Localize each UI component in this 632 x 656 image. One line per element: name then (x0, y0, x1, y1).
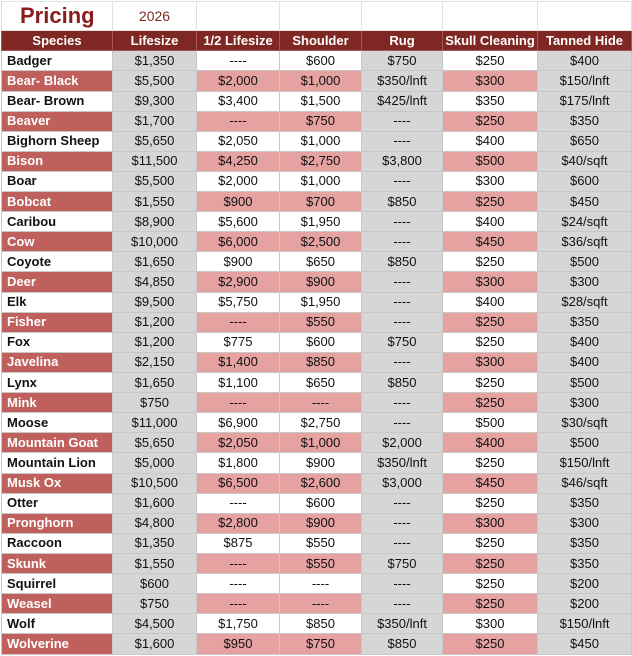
skull-cleaning-cell: $250 (443, 393, 538, 413)
table-row (2, 292, 632, 312)
rug-cell: ---- (362, 312, 443, 332)
half-lifesize-cell: $2,900 (197, 272, 280, 292)
lifesize-cell: $5,650 (113, 433, 197, 453)
rug-cell: ---- (362, 272, 443, 292)
title-row (2, 2, 632, 31)
lifesize-cell: $11,000 (113, 413, 197, 433)
lifesize-cell: $1,350 (113, 51, 197, 71)
table-row (2, 433, 632, 453)
rug-cell: $3,000 (362, 473, 443, 493)
tanned-hide-cell: $650 (538, 131, 632, 151)
species-cell: Pronghorn (2, 513, 113, 533)
skull-cleaning-cell: $300 (443, 513, 538, 533)
tanned-hide-cell: $500 (538, 252, 632, 272)
tanned-hide-cell: $600 (538, 171, 632, 191)
species-cell: Caribou (2, 212, 113, 232)
skull-cleaning-cell: $300 (443, 352, 538, 372)
species-cell: Mink (2, 393, 113, 413)
rug-cell: $750 (362, 51, 443, 71)
skull-cleaning-cell: $250 (443, 493, 538, 513)
tanned-hide-cell: $46/sqft (538, 473, 632, 493)
table-row (2, 373, 632, 393)
species-cell: Fox (2, 332, 113, 352)
shoulder-cell: $2,600 (280, 473, 362, 493)
rug-cell: $850 (362, 373, 443, 393)
tanned-hide-cell: $150/lnft (538, 614, 632, 634)
shoulder-cell: $850 (280, 614, 362, 634)
shoulder-cell: $900 (280, 513, 362, 533)
half-lifesize-cell: ---- (197, 312, 280, 332)
half-lifesize-cell: $4,250 (197, 151, 280, 171)
shoulder-cell: $1,000 (280, 433, 362, 453)
lifesize-cell: $10,000 (113, 232, 197, 252)
rug-cell: ---- (362, 574, 443, 594)
species-cell: Musk Ox (2, 473, 113, 493)
rug-cell: $2,000 (362, 433, 443, 453)
skull-cleaning-cell: $250 (443, 111, 538, 131)
pricing-table (1, 1, 632, 655)
skull-cleaning-cell: $250 (443, 554, 538, 574)
tanned-hide-cell: $400 (538, 332, 632, 352)
shoulder-cell: $2,750 (280, 413, 362, 433)
rug-cell: ---- (362, 513, 443, 533)
half-lifesize-cell: ---- (197, 493, 280, 513)
species-cell: Otter (2, 493, 113, 513)
shoulder-cell: $600 (280, 493, 362, 513)
rug-cell: $750 (362, 332, 443, 352)
table-row (2, 513, 632, 533)
shoulder-cell: $1,000 (280, 131, 362, 151)
skull-cleaning-cell: $250 (443, 453, 538, 473)
skull-cleaning-cell: $250 (443, 533, 538, 553)
shoulder-cell: $1,000 (280, 71, 362, 91)
table-row (2, 272, 632, 292)
tanned-hide-cell: $400 (538, 352, 632, 372)
tanned-hide-cell: $450 (538, 634, 632, 655)
skull-cleaning-cell: $250 (443, 192, 538, 212)
table-row (2, 51, 632, 71)
species-cell: Coyote (2, 252, 113, 272)
column-header-rug: Rug (362, 31, 443, 51)
species-cell: Elk (2, 292, 113, 312)
empty-cell (197, 2, 280, 31)
species-cell: Bison (2, 151, 113, 171)
species-cell: Fisher (2, 312, 113, 332)
table-row (2, 212, 632, 232)
tanned-hide-cell: $350 (538, 533, 632, 553)
tanned-hide-cell: $200 (538, 574, 632, 594)
rug-cell: $850 (362, 252, 443, 272)
lifesize-cell: $5,650 (113, 131, 197, 151)
tanned-hide-cell: $300 (538, 393, 632, 413)
half-lifesize-cell: $2,050 (197, 433, 280, 453)
rug-cell: $425/lnft (362, 91, 443, 111)
rug-cell: $850 (362, 192, 443, 212)
shoulder-cell: $2,750 (280, 151, 362, 171)
skull-cleaning-cell: $500 (443, 151, 538, 171)
rug-cell: ---- (362, 131, 443, 151)
skull-cleaning-cell: $350 (443, 91, 538, 111)
shoulder-cell: ---- (280, 574, 362, 594)
shoulder-cell: $900 (280, 453, 362, 473)
column-header-tanned-hide: Tanned Hide (538, 31, 632, 51)
shoulder-cell: $750 (280, 111, 362, 131)
rug-cell: ---- (362, 232, 443, 252)
table-row (2, 493, 632, 513)
shoulder-cell: $650 (280, 373, 362, 393)
half-lifesize-cell: $6,500 (197, 473, 280, 493)
half-lifesize-cell: $1,400 (197, 352, 280, 372)
half-lifesize-cell: $900 (197, 192, 280, 212)
species-cell: Bear- Brown (2, 91, 113, 111)
skull-cleaning-cell: $400 (443, 292, 538, 312)
skull-cleaning-cell: $450 (443, 232, 538, 252)
lifesize-cell: $4,500 (113, 614, 197, 634)
table-row (2, 252, 632, 272)
skull-cleaning-cell: $250 (443, 312, 538, 332)
tanned-hide-cell: $450 (538, 192, 632, 212)
species-cell: Javelina (2, 352, 113, 372)
skull-cleaning-cell: $300 (443, 614, 538, 634)
half-lifesize-cell: $1,750 (197, 614, 280, 634)
lifesize-cell: $9,500 (113, 292, 197, 312)
half-lifesize-cell: ---- (197, 51, 280, 71)
lifesize-cell: $4,850 (113, 272, 197, 292)
skull-cleaning-cell: $300 (443, 171, 538, 191)
species-cell: Boar (2, 171, 113, 191)
shoulder-cell: $1,950 (280, 212, 362, 232)
page-title: Pricing (2, 2, 113, 31)
column-header-row (2, 31, 632, 51)
rug-cell: ---- (362, 533, 443, 553)
species-cell: Skunk (2, 554, 113, 574)
table-row (2, 71, 632, 91)
shoulder-cell: $1,000 (280, 171, 362, 191)
column-header-species: Species (2, 31, 113, 51)
tanned-hide-cell: $300 (538, 513, 632, 533)
tanned-hide-cell: $150/lnft (538, 71, 632, 91)
lifesize-cell: $10,500 (113, 473, 197, 493)
table-row (2, 91, 632, 111)
lifesize-cell: $11,500 (113, 151, 197, 171)
shoulder-cell: ---- (280, 594, 362, 614)
rug-cell: $350/lnft (362, 453, 443, 473)
skull-cleaning-cell: $300 (443, 272, 538, 292)
half-lifesize-cell: ---- (197, 393, 280, 413)
rug-cell: ---- (362, 212, 443, 232)
half-lifesize-cell: $950 (197, 634, 280, 655)
shoulder-cell: $700 (280, 192, 362, 212)
skull-cleaning-cell: $250 (443, 373, 538, 393)
half-lifesize-cell: $2,000 (197, 171, 280, 191)
table-row (2, 171, 632, 191)
rug-cell: ---- (362, 292, 443, 312)
shoulder-cell: ---- (280, 393, 362, 413)
tanned-hide-cell: $300 (538, 272, 632, 292)
species-cell: Weasel (2, 594, 113, 614)
shoulder-cell: $1,500 (280, 91, 362, 111)
species-cell: Wolverine (2, 634, 113, 655)
skull-cleaning-cell: $400 (443, 131, 538, 151)
tanned-hide-cell: $40/sqft (538, 151, 632, 171)
table-row (2, 554, 632, 574)
species-cell: Cow (2, 232, 113, 252)
empty-cell (538, 2, 632, 31)
half-lifesize-cell: ---- (197, 111, 280, 131)
species-cell: Bighorn Sheep (2, 131, 113, 151)
lifesize-cell: $1,650 (113, 252, 197, 272)
empty-cell (443, 2, 538, 31)
table-row (2, 473, 632, 493)
skull-cleaning-cell: $450 (443, 473, 538, 493)
tanned-hide-cell: $350 (538, 312, 632, 332)
skull-cleaning-cell: $250 (443, 51, 538, 71)
lifesize-cell: $1,700 (113, 111, 197, 131)
skull-cleaning-cell: $250 (443, 332, 538, 352)
table-row (2, 594, 632, 614)
half-lifesize-cell: ---- (197, 594, 280, 614)
table-row (2, 352, 632, 372)
rug-cell: ---- (362, 594, 443, 614)
rug-cell: ---- (362, 493, 443, 513)
rug-cell: $350/lnft (362, 71, 443, 91)
shoulder-cell: $550 (280, 533, 362, 553)
column-header-shoulder: Shoulder (280, 31, 362, 51)
tanned-hide-cell: $24/sqft (538, 212, 632, 232)
tanned-hide-cell: $36/sqft (538, 232, 632, 252)
rug-cell: ---- (362, 352, 443, 372)
rug-cell: $350/lnft (362, 614, 443, 634)
column-header-skull-cleaning: Skull Cleaning (443, 31, 538, 51)
tanned-hide-cell: $500 (538, 373, 632, 393)
tanned-hide-cell: $350 (538, 554, 632, 574)
skull-cleaning-cell: $400 (443, 433, 538, 453)
shoulder-cell: $600 (280, 51, 362, 71)
rug-cell: ---- (362, 171, 443, 191)
half-lifesize-cell: $2,800 (197, 513, 280, 533)
species-cell: Raccoon (2, 533, 113, 553)
skull-cleaning-cell: $250 (443, 594, 538, 614)
lifesize-cell: $1,350 (113, 533, 197, 553)
shoulder-cell: $900 (280, 272, 362, 292)
table-row (2, 332, 632, 352)
lifesize-cell: $5,500 (113, 71, 197, 91)
rug-cell: $850 (362, 634, 443, 655)
table-row (2, 232, 632, 252)
table-row (2, 111, 632, 131)
species-cell: Lynx (2, 373, 113, 393)
skull-cleaning-cell: $400 (443, 212, 538, 232)
half-lifesize-cell: $900 (197, 252, 280, 272)
half-lifesize-cell: $875 (197, 533, 280, 553)
lifesize-cell: $9,300 (113, 91, 197, 111)
half-lifesize-cell: $1,100 (197, 373, 280, 393)
lifesize-cell: $1,650 (113, 373, 197, 393)
table-row (2, 393, 632, 413)
shoulder-cell: $2,500 (280, 232, 362, 252)
lifesize-cell: $4,800 (113, 513, 197, 533)
lifesize-cell: $1,600 (113, 493, 197, 513)
tanned-hide-cell: $30/sqft (538, 413, 632, 433)
table-row (2, 192, 632, 212)
column-header-half-lifesize: 1/2 Lifesize (197, 31, 280, 51)
tanned-hide-cell: $500 (538, 433, 632, 453)
skull-cleaning-cell: $500 (443, 413, 538, 433)
half-lifesize-cell: $6,000 (197, 232, 280, 252)
rug-cell: ---- (362, 413, 443, 433)
shoulder-cell: $650 (280, 252, 362, 272)
half-lifesize-cell: $6,900 (197, 413, 280, 433)
half-lifesize-cell: $5,750 (197, 292, 280, 312)
skull-cleaning-cell: $250 (443, 252, 538, 272)
shoulder-cell: $1,950 (280, 292, 362, 312)
column-header-lifesize: Lifesize (113, 31, 197, 51)
species-cell: Deer (2, 272, 113, 292)
shoulder-cell: $550 (280, 312, 362, 332)
tanned-hide-cell: $28/sqft (538, 292, 632, 312)
rug-cell: ---- (362, 393, 443, 413)
table-row (2, 614, 632, 634)
half-lifesize-cell: $775 (197, 332, 280, 352)
half-lifesize-cell: $2,050 (197, 131, 280, 151)
species-cell: Wolf (2, 614, 113, 634)
skull-cleaning-cell: $300 (443, 71, 538, 91)
rug-cell: $750 (362, 554, 443, 574)
half-lifesize-cell: $3,400 (197, 91, 280, 111)
shoulder-cell: $850 (280, 352, 362, 372)
tanned-hide-cell: $350 (538, 111, 632, 131)
skull-cleaning-cell: $250 (443, 574, 538, 594)
species-cell: Bobcat (2, 192, 113, 212)
half-lifesize-cell: ---- (197, 574, 280, 594)
table-row (2, 131, 632, 151)
empty-cell (280, 2, 362, 31)
lifesize-cell: $2,150 (113, 352, 197, 372)
table-row (2, 453, 632, 473)
lifesize-cell: $1,200 (113, 312, 197, 332)
lifesize-cell: $5,000 (113, 453, 197, 473)
lifesize-cell: $5,500 (113, 171, 197, 191)
rug-cell: $3,800 (362, 151, 443, 171)
tanned-hide-cell: $400 (538, 51, 632, 71)
species-cell: Mountain Lion (2, 453, 113, 473)
lifesize-cell: $750 (113, 594, 197, 614)
species-cell: Badger (2, 51, 113, 71)
tanned-hide-cell: $175/lnft (538, 91, 632, 111)
species-cell: Moose (2, 413, 113, 433)
shoulder-cell: $600 (280, 332, 362, 352)
half-lifesize-cell: $5,600 (197, 212, 280, 232)
half-lifesize-cell: ---- (197, 554, 280, 574)
empty-cell (362, 2, 443, 31)
lifesize-cell: $750 (113, 393, 197, 413)
skull-cleaning-cell: $250 (443, 634, 538, 655)
tanned-hide-cell: $200 (538, 594, 632, 614)
lifesize-cell: $1,600 (113, 634, 197, 655)
table-row (2, 413, 632, 433)
shoulder-cell: $750 (280, 634, 362, 655)
rug-cell: ---- (362, 111, 443, 131)
species-cell: Mountain Goat (2, 433, 113, 453)
year-label: 2026 (113, 2, 197, 31)
table-row (2, 151, 632, 171)
table-row (2, 533, 632, 553)
species-cell: Squirrel (2, 574, 113, 594)
half-lifesize-cell: $1,800 (197, 453, 280, 473)
lifesize-cell: $1,550 (113, 554, 197, 574)
species-cell: Bear- Black (2, 71, 113, 91)
lifesize-cell: $1,200 (113, 332, 197, 352)
lifesize-cell: $600 (113, 574, 197, 594)
tanned-hide-cell: $150/lnft (538, 453, 632, 473)
table-row (2, 574, 632, 594)
tanned-hide-cell: $350 (538, 493, 632, 513)
table-row (2, 312, 632, 332)
table-row (2, 634, 632, 655)
lifesize-cell: $8,900 (113, 212, 197, 232)
shoulder-cell: $550 (280, 554, 362, 574)
half-lifesize-cell: $2,000 (197, 71, 280, 91)
species-cell: Beaver (2, 111, 113, 131)
lifesize-cell: $1,550 (113, 192, 197, 212)
